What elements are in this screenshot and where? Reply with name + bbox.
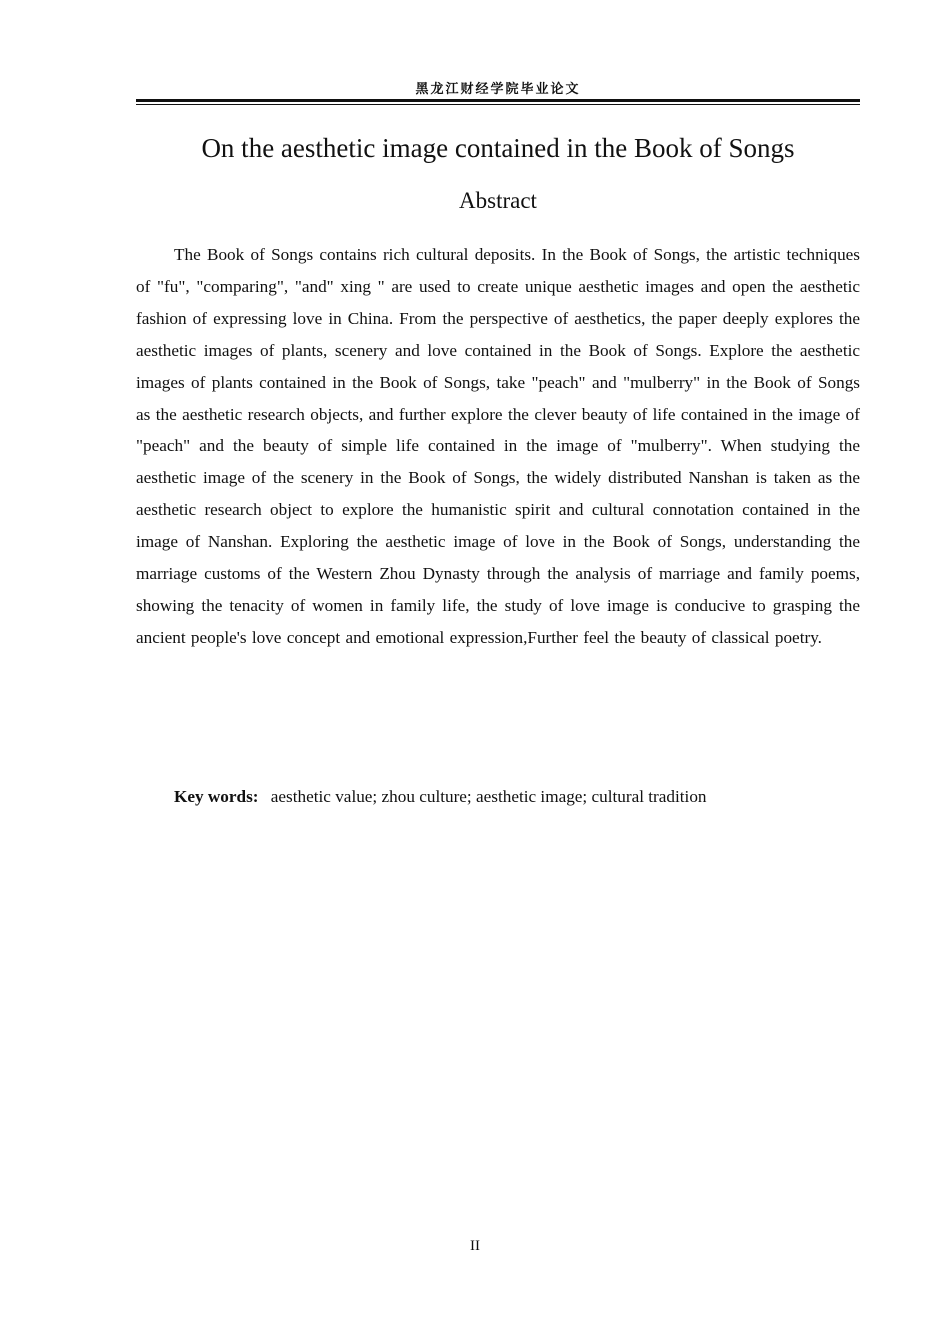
abstract-paragraph: The Book of Songs contains rich cultural deposits. In the Book of Songs, the artistic techniques of "fu", "comparing", "and" xing " are used to create unique aesthetic images and open the aesthetic fashion of expressing love in China. From the perspective of aesthetics, the paper deeply explores the aesthetic images of plants, scenery and love contained in the Book of Songs. Explore the aesthetic images of plants contained in the Book of Songs, take "peach" and "mulberry" in the Book of Songs as the aesthetic research objects, and further explore the clever beauty of life contained in the image of "peach" and the beauty of simple life contained in the image of "mulberry". When studying the aesthetic image of the scenery in the Book of Songs, the widely distributed Nanshan is taken as the aesthetic research object to explore the humanistic spirit and cultural connotation contained in the image of Nanshan. Exploring the aesthetic image of love in the Book of Songs, understanding the marriage customs of the Western Zhou Dynasty through the analysis of marriage and family poems, showing the tenacity of women in family life, the study of love image is conducive to grasping the ancient people's love concept and emotional expression,Further feel the beauty of classical poetry. [136,245,860,647]
keywords-line [174,784,864,810]
abstract-heading: Abstract [459,188,537,213]
page-number: II [470,1238,480,1254]
keywords-label: Key words: [174,787,259,806]
paper-title: On the aesthetic image contained in the Book of Songs [201,133,795,163]
header-rule-thin [136,104,860,105]
running-header: 黑龙江财经学院毕业论文 [415,82,581,97]
keywords-text: aesthetic value; zhou culture; aesthetic image; cultural tradition [270,787,707,806]
header-rule-thick [136,99,860,102]
